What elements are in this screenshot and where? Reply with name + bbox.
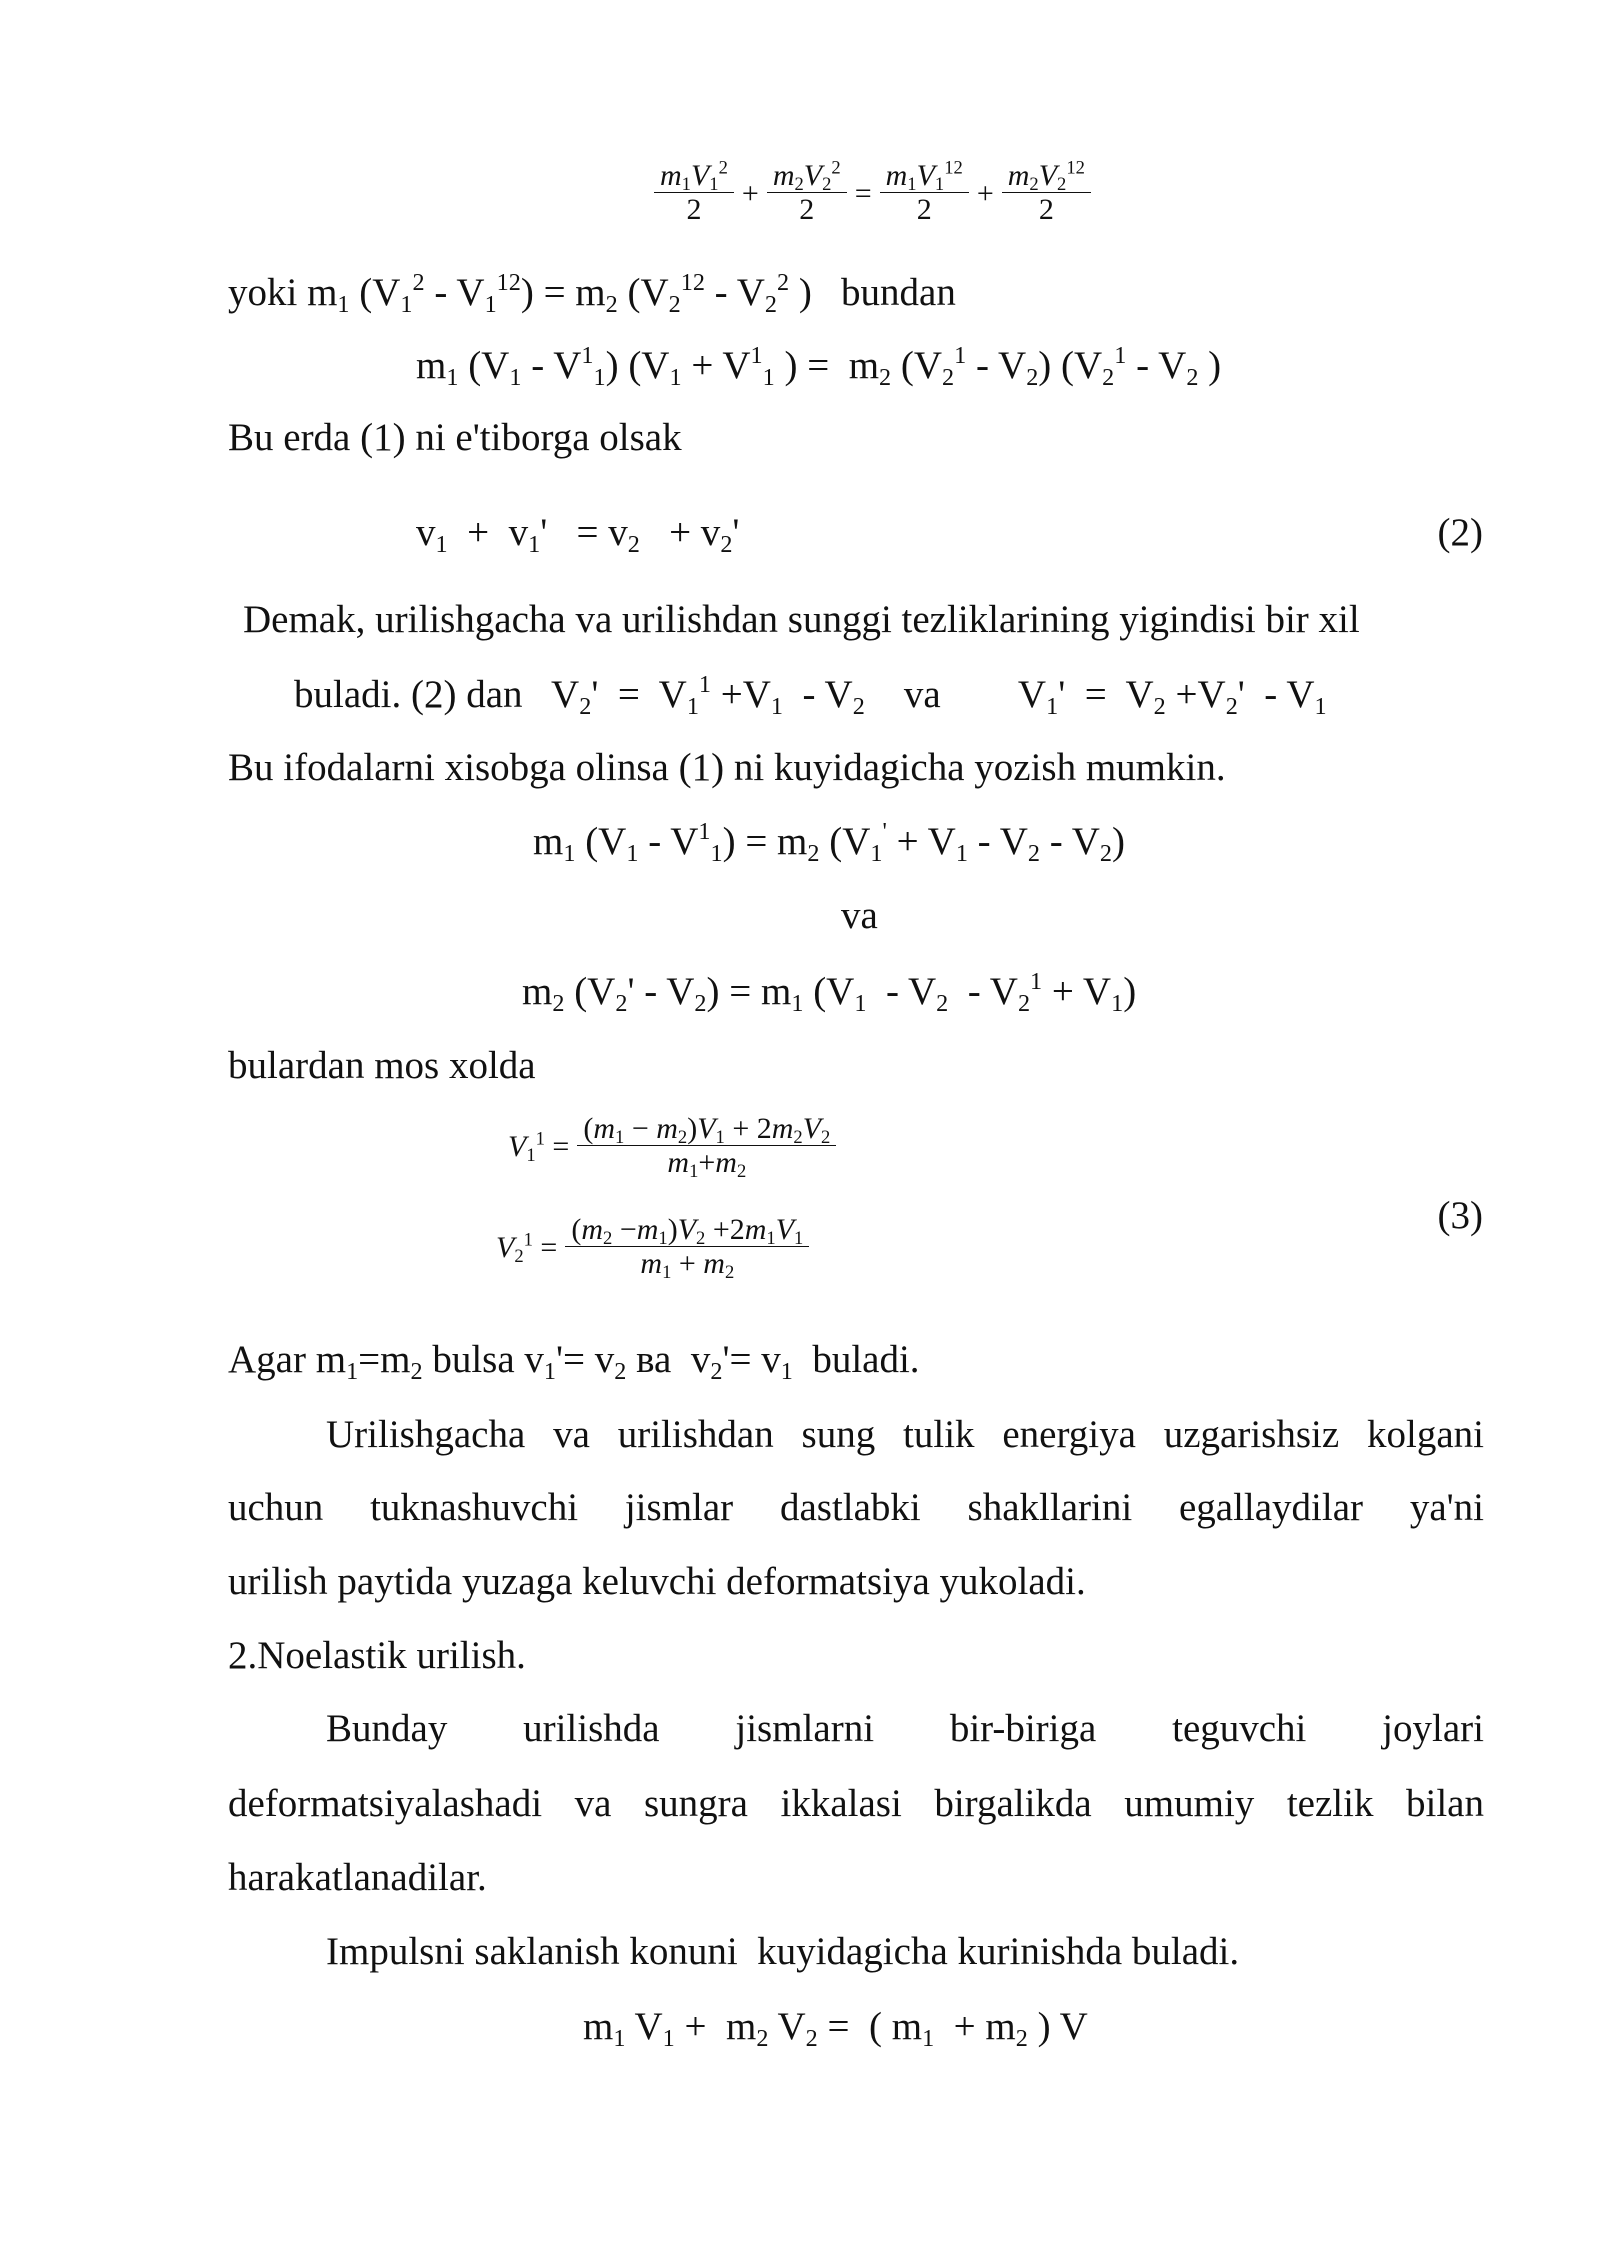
text-run: 1	[658, 1228, 668, 1250]
text-run: m	[583, 2005, 614, 2048]
text-run: V	[677, 1213, 697, 1246]
text-run: 1	[581, 342, 594, 370]
text-run: 1	[686, 692, 699, 720]
text-run: 1	[346, 1357, 359, 1385]
text-run: ва v	[626, 1338, 711, 1381]
text-run: 1	[543, 1357, 557, 1385]
text-run: + m	[934, 2005, 1016, 2048]
text-run: V	[508, 1129, 527, 1163]
text-run: 2	[552, 989, 565, 1017]
text-run: )	[1123, 970, 1137, 1013]
text-run: 2	[936, 989, 949, 1017]
equation-number: (2)	[1437, 511, 1483, 554]
text-run: 1	[791, 989, 804, 1017]
text-run: - V	[521, 344, 582, 387]
energy-conservation-formula	[652, 157, 1093, 227]
text-run: yoki m	[228, 271, 338, 314]
text-run: V	[496, 1230, 515, 1264]
operator: +	[741, 176, 759, 210]
text-run: V	[625, 2005, 663, 2048]
text-run: 2	[412, 269, 425, 297]
text-run: 2	[1099, 839, 1113, 867]
numerator	[880, 157, 969, 196]
paragraph-line	[228, 1485, 1484, 1531]
text-run: m	[771, 1112, 794, 1145]
text-run: +	[671, 1246, 704, 1280]
text-line	[228, 415, 682, 461]
text-run: 2	[756, 2024, 769, 2052]
text-run: m	[715, 1145, 737, 1179]
text-run: 1	[954, 342, 967, 370]
text-run: Bunday urilishda jismlarni bir-biriga teguvchi joylari	[326, 1707, 1484, 1750]
paragraph-line	[326, 1706, 1484, 1752]
text-run: 2	[1017, 989, 1031, 1017]
denominator	[661, 1146, 752, 1181]
text-run: 1	[922, 2024, 935, 2052]
text-run: 2	[793, 1127, 803, 1149]
text-run: 1	[709, 174, 719, 196]
denominator	[634, 1247, 740, 1282]
text-run: + V	[1042, 970, 1112, 1013]
text-run: ' = V	[591, 673, 687, 716]
text-run: 2	[822, 174, 832, 196]
text-run: + V	[681, 344, 751, 387]
text-run: 1	[509, 363, 522, 391]
text-run: + v	[447, 511, 529, 554]
text-run: Bu ifodalarni xisobga olinsa (1) ni kuyidagicha yozish mumkin.	[228, 746, 1226, 789]
text-run: +	[698, 1145, 716, 1179]
text-run: 1	[715, 1127, 725, 1149]
text-run: 1	[1030, 968, 1043, 996]
text-run: 2	[831, 157, 841, 179]
text-run: V	[916, 159, 935, 192]
text-run: 2	[794, 174, 804, 196]
fraction	[880, 157, 969, 227]
text-run: 2	[514, 1245, 524, 1267]
numerator	[654, 157, 734, 196]
equation-line	[228, 270, 956, 316]
equation-line	[416, 343, 1221, 389]
text-run: 2	[720, 530, 733, 558]
text-run: −	[612, 1213, 637, 1246]
text-run: m	[640, 1246, 663, 1280]
text-run: - V	[966, 344, 1027, 387]
operator: +	[976, 176, 994, 210]
paragraph-line	[228, 1781, 1484, 1827]
equation-line	[294, 672, 1327, 718]
text-line	[841, 893, 878, 939]
text-run: 1	[563, 839, 576, 867]
text-run: 1	[535, 1127, 545, 1149]
text-run: - V	[424, 271, 485, 314]
text-run: 2	[579, 692, 592, 720]
text-run: 12	[496, 269, 521, 297]
text-run: 1	[523, 1228, 533, 1250]
text-run: bulsa v	[422, 1338, 544, 1381]
text-run: va	[841, 894, 878, 937]
text-run: 1	[1314, 692, 1327, 720]
text-run: ' = V	[1058, 673, 1154, 716]
text-run: 1	[1046, 692, 1059, 720]
numerator	[577, 1112, 836, 1149]
text-run: 2	[1225, 692, 1238, 720]
text-run: 2	[696, 1228, 706, 1250]
text-run: (V	[564, 970, 616, 1013]
text-run: 2	[614, 1357, 627, 1385]
equation-line	[583, 2004, 1088, 2050]
text-run: - V	[1126, 344, 1187, 387]
text-run: 1	[528, 530, 541, 558]
text-run: =m	[358, 1338, 411, 1381]
denominator: 2	[686, 192, 702, 226]
text-run: '= v	[556, 1338, 615, 1381]
text-line	[243, 597, 1360, 643]
text-run: 1	[907, 174, 917, 196]
text-run: 2	[852, 692, 865, 720]
text-run: m	[636, 1213, 659, 1246]
text-run: m	[416, 344, 447, 387]
text-run: 2	[805, 2024, 818, 2052]
text-run: (V	[575, 820, 627, 863]
text-run: 2	[627, 530, 640, 558]
text-run: 2	[879, 363, 892, 391]
text-run: m	[772, 159, 795, 192]
velocity-v1-formula	[508, 1113, 838, 1180]
text-run: Urilishgacha va urilishdan sung tulik energiya uzgarishsiz kolgani	[326, 1413, 1484, 1456]
velocity-v2-formula	[496, 1214, 811, 1281]
text-line	[228, 1337, 920, 1383]
numerator	[1002, 157, 1091, 196]
text-run: V	[690, 159, 710, 192]
text-run: 2	[776, 269, 790, 297]
text-run: 1	[762, 363, 775, 391]
text-run: V	[1038, 159, 1058, 192]
text-run: 1	[593, 363, 606, 391]
text-run: harakatlanadilar.	[228, 1856, 487, 1899]
text-run: ) = m	[722, 820, 808, 863]
text-run: 2	[764, 290, 777, 318]
formula-lhs	[496, 1228, 558, 1267]
text-run: 1	[766, 1228, 776, 1250]
text-run: 2	[718, 157, 728, 179]
text-run: 2	[1102, 363, 1115, 391]
text-run: m	[593, 1112, 616, 1145]
text-run: V	[697, 1112, 716, 1145]
text-run: + v	[639, 511, 721, 554]
text-run: 12	[680, 269, 705, 297]
fraction	[565, 1214, 809, 1281]
text-run: 1	[615, 1127, 625, 1149]
fraction	[1002, 157, 1091, 227]
text-run: buladi. (2) dan V	[294, 673, 580, 716]
numerator	[767, 157, 847, 196]
text-run: (V	[891, 344, 943, 387]
text-run: m	[581, 1213, 604, 1246]
text-run: 1	[662, 1261, 672, 1283]
text-run: 1	[710, 839, 723, 867]
text-run: 1	[337, 290, 350, 318]
fraction	[654, 157, 734, 227]
text-run: Bu erda (1) ni e'tiborga olsak	[228, 416, 682, 459]
text-run: 2	[724, 1261, 735, 1283]
text-run: ) = m	[774, 344, 880, 387]
text-run: - V	[948, 970, 1018, 1013]
equation-line	[522, 969, 1136, 1015]
text-run: 2	[736, 1160, 747, 1182]
text-run: 1	[484, 290, 497, 318]
text-run: ) (V	[605, 344, 670, 387]
text-run: + 2	[724, 1112, 772, 1145]
text-run: 1	[435, 530, 448, 558]
text-run: deformatsiyalashadi va sungra ikkalasi birgalikda umumiy tezlik bilan	[228, 1782, 1484, 1825]
text-run: m	[1007, 159, 1030, 192]
text-run: )	[1112, 820, 1126, 863]
text-run: 1	[698, 818, 711, 846]
text-run: 2.Noelastik urilish.	[228, 1634, 526, 1677]
text-run: m	[885, 159, 908, 192]
text-run: (V	[458, 344, 510, 387]
equation-line	[533, 819, 1125, 865]
text-run: - V	[638, 820, 699, 863]
fraction	[577, 1113, 836, 1180]
text-run: 12	[944, 157, 963, 179]
text-run: 2	[1015, 2024, 1028, 2052]
text-run: Impulsni saklanish konuni kuyidagicha kurinishda buladi.	[326, 1930, 1240, 1973]
text-run: 1	[681, 174, 691, 196]
text-run: 1	[526, 1144, 536, 1166]
text-run: (	[571, 1213, 582, 1246]
text-run: (V	[819, 820, 871, 863]
equation-line	[416, 510, 739, 556]
text-run: - V	[704, 271, 765, 314]
text-run: 2	[1026, 363, 1039, 391]
text-run: V	[775, 1213, 795, 1246]
text-run: ) = m	[706, 970, 792, 1013]
text-run: = ( m	[817, 2005, 923, 2048]
numerator	[565, 1213, 809, 1250]
text-run: V	[802, 1112, 822, 1145]
text-run: 1	[870, 839, 883, 867]
text-run: '= v	[722, 1338, 781, 1381]
text-run: ' - V	[1237, 673, 1315, 716]
text-run: 2	[410, 1357, 423, 1385]
text-run: 2	[603, 1228, 613, 1250]
text-run: (V	[803, 970, 855, 1013]
text-run: va V	[864, 673, 1047, 716]
text-run: 2	[615, 989, 628, 1017]
text-run: 1	[1111, 989, 1124, 1017]
text-run: '	[732, 511, 740, 554]
text-run: - V	[866, 970, 937, 1013]
text-run: 1	[1114, 342, 1127, 370]
text-run: 2	[1186, 363, 1199, 391]
text-run: V	[803, 159, 823, 192]
text-run: )	[667, 1213, 678, 1246]
section-heading	[228, 1633, 526, 1679]
text-run: 1	[400, 290, 413, 318]
text-run: 2	[694, 989, 707, 1017]
text-run: (V	[349, 271, 401, 314]
text-run: 1	[934, 174, 945, 196]
paragraph-line	[228, 1855, 487, 1901]
text-run: 1	[780, 1357, 793, 1385]
text-run: 1	[613, 2024, 626, 2052]
text-run: ) (V	[1038, 344, 1103, 387]
text-run: m	[533, 820, 564, 863]
paragraph-line	[228, 1559, 1086, 1605]
text-run: m	[744, 1213, 767, 1246]
text-run: ) = m	[520, 271, 606, 314]
text-run: + m	[674, 2005, 757, 2048]
text-run: 2	[710, 1357, 723, 1385]
text-run: 2	[1029, 174, 1039, 196]
text-run: urilish paytida yuzaga keluvchi deformatsiya yukoladi.	[228, 1560, 1086, 1603]
text-run: 2	[677, 1127, 688, 1149]
text-run: m	[656, 1112, 678, 1145]
text-run: ' - V	[627, 970, 695, 1013]
text-run: 2	[1027, 839, 1040, 867]
text-run: - V	[1039, 820, 1100, 863]
text-run: )	[1198, 344, 1222, 387]
text-run: (	[583, 1112, 594, 1145]
text-run: 1	[750, 342, 763, 370]
text-run: +V	[1165, 673, 1226, 716]
text-run: )	[687, 1112, 698, 1145]
text-run: m	[667, 1145, 690, 1179]
text-line	[228, 1043, 536, 1089]
text-run: V	[768, 2005, 806, 2048]
text-run: ) bundan	[789, 271, 956, 314]
text-run: (V	[617, 271, 669, 314]
text-run: 1	[689, 1160, 699, 1182]
text-run: Demak, urilishgacha va urilishdan sunggi tezliklarining yigindisi bir xil	[243, 598, 1360, 641]
text-run: +2	[705, 1213, 745, 1246]
text-run: buladi.	[792, 1338, 920, 1381]
text-run: '	[882, 818, 887, 846]
text-run: 2	[942, 363, 955, 391]
fraction	[767, 157, 847, 227]
text-run: +V	[711, 673, 771, 716]
text-run: 2	[605, 290, 618, 318]
text-run: Agar m	[228, 1338, 347, 1381]
text-run: 1	[669, 363, 682, 391]
denominator: 2	[916, 192, 932, 226]
text-run: 2	[668, 290, 681, 318]
paragraph-line	[326, 1929, 1239, 1975]
text-run: v	[416, 511, 436, 554]
text-run: 1	[626, 839, 639, 867]
text-run: 1	[794, 1228, 804, 1250]
text-run: 1	[698, 671, 711, 699]
formula-lhs	[508, 1127, 570, 1166]
operator: =	[854, 176, 872, 210]
text-run: 1	[955, 839, 968, 867]
text-run: 1	[662, 2024, 675, 2052]
equation-number: (3)	[1437, 1194, 1483, 1237]
text-line	[228, 745, 1226, 791]
text-run: ' = v	[540, 511, 628, 554]
paragraph-line	[326, 1412, 1484, 1458]
text-run: 12	[1066, 157, 1085, 179]
denominator: 2	[799, 192, 815, 226]
text-run: - V	[783, 673, 853, 716]
text-run: 1	[446, 363, 459, 391]
text-run: 2	[1057, 174, 1067, 196]
text-run: =	[532, 1230, 558, 1264]
denominator: 2	[1038, 192, 1054, 226]
text-run: m	[703, 1246, 725, 1280]
text-run: =	[544, 1129, 570, 1163]
text-run: - V	[967, 820, 1028, 863]
text-run: 2	[1153, 692, 1166, 720]
text-run: ) V	[1027, 2005, 1088, 2048]
text-run: m	[522, 970, 553, 1013]
text-run: −	[624, 1112, 657, 1145]
text-run: 1	[770, 692, 784, 720]
text-run: 1	[854, 989, 867, 1017]
text-run: + V	[886, 820, 956, 863]
text-run: uchun tuknashuvchi jismlar dastlabki shakllarini egallaydilar ya'ni	[228, 1486, 1484, 1529]
text-run: m	[660, 159, 682, 192]
text-run: bulardan mos xolda	[228, 1044, 536, 1087]
text-run: 2	[807, 839, 820, 867]
text-run: 2	[821, 1127, 831, 1149]
